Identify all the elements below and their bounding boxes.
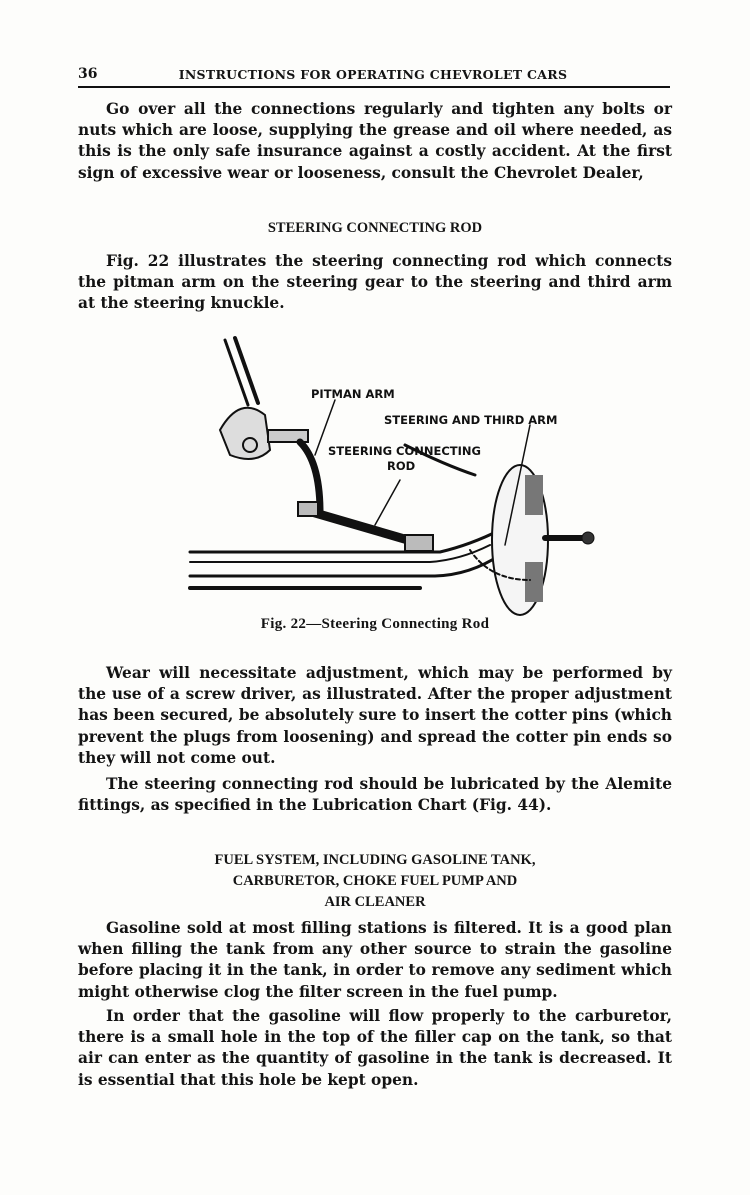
paragraph-filler-cap xyxy=(78,1006,672,1091)
label-connecting-rod-1: STEERING CONNECTING xyxy=(328,444,481,458)
heading-line: FUEL SYSTEM, INCLUDING GASOLINE TANK, xyxy=(214,852,536,868)
paragraph-text: Fig. 22 illustrates the steering connecting rod which connects the pitman arm on the steering gear to the steering and third arm at the steering knuckle. xyxy=(78,252,672,313)
caption-text: Fig. 22—Steering Connecting Rod xyxy=(260,616,490,632)
header-rule xyxy=(78,86,670,88)
figure-steering-rod xyxy=(180,330,620,620)
label-steering-third-arm: STEERING AND THIRD ARM xyxy=(384,413,558,427)
paragraph-text: Go over all the connections regularly and tighten any bolts or nuts which are loose, supplying the grease and oil where needed, as this is the only safe insurance against a costly accident. At the first sign of excessive wear or looseness, consult the Chevrolet Dealer, xyxy=(78,100,672,182)
label-pitman-arm: PITMAN ARM xyxy=(311,387,395,401)
heading-text: STEERING CONNECTING ROD xyxy=(267,220,483,236)
running-header xyxy=(78,66,668,86)
section-heading-steering-rod xyxy=(78,218,672,239)
paragraph-fig-intro xyxy=(78,251,672,315)
paragraph-gasoline-filtered xyxy=(78,918,672,1003)
section-heading-fuel-system xyxy=(78,850,672,913)
paragraph-connections xyxy=(78,99,672,184)
paragraph-text: Gasoline sold at most filling stations is filtered. It is a good plan when filling the tank from any other source to strain the gasoline before placing it in the tank, in order to remove any sediment which might otherwise clog the filter screen in the fuel pump. xyxy=(78,919,672,1001)
paragraph-text: In order that the gasoline will flow properly to the carburetor, there is a small hole in the top of the filler cap on the tank, so that air can enter as the quantity of gasoline in the tank is decreased. It is essential that this hole be kept open. xyxy=(78,1007,672,1089)
paragraph-lubrication xyxy=(78,774,672,816)
heading-line: AIR CLEANER xyxy=(324,894,426,910)
label-connecting-rod-2: ROD xyxy=(387,459,416,473)
paragraph-text: Wear will necessitate adjustment, which may be performed by the use of a screw driver, as illustrated. After the proper adjustment has been secured, be absolutely sure to insert the cotter pins (which prevent the plugs from loosening) and spread the cotter pin ends so they will not come out. xyxy=(78,664,672,767)
figure-caption xyxy=(0,616,750,633)
paragraph-adjustment xyxy=(78,663,672,769)
running-title: INSTRUCTIONS FOR OPERATING CHEVROLET CARS xyxy=(178,67,568,82)
heading-line: CARBURETOR, CHOKE FUEL PUMP AND xyxy=(232,873,518,889)
page-number: 36 xyxy=(78,66,98,82)
paragraph-text: The steering connecting rod should be lubricated by the Alemite fittings, as specified in the Lubrication Chart (Fig. 44). xyxy=(78,775,672,815)
steering-rod-illustration xyxy=(180,330,620,620)
